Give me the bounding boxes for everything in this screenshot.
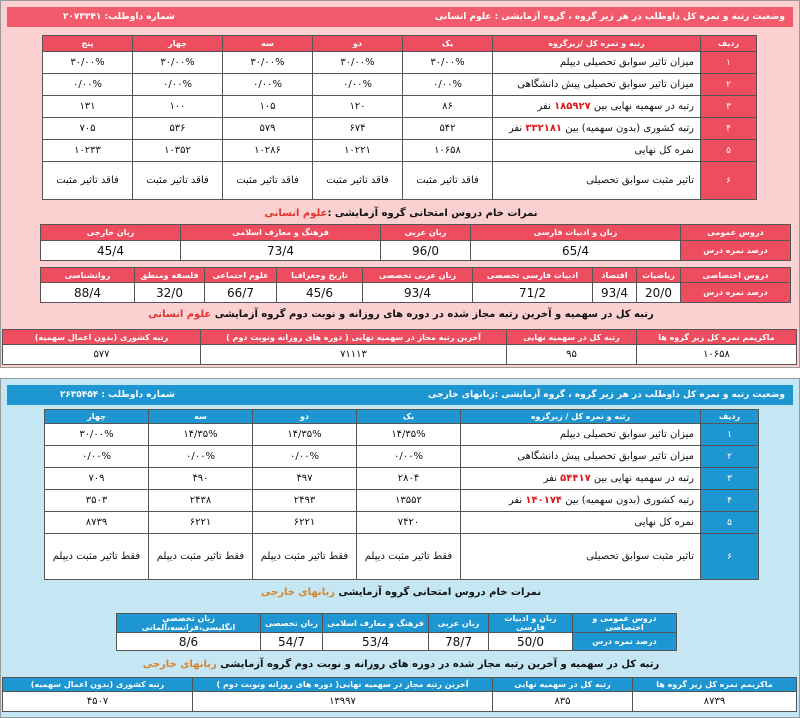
col-header: چهار [133, 36, 223, 52]
row-label [493, 118, 701, 140]
table-row [43, 140, 757, 162]
courses-table [116, 613, 677, 651]
col-header: ریاضیات [637, 268, 681, 283]
col-header: آخرین رتبه مجاز در سهمیه نهایی ( دوره های روزانه ونوبت دوم ) [201, 330, 507, 345]
cell: ۰/۰۰% [149, 446, 253, 468]
col-header: علوم اجتماعی [205, 268, 277, 283]
cell: فاقد تاثیر مثبت [133, 162, 223, 200]
score-cell: 53/4 [323, 633, 429, 651]
cell: ۱۰۵ [223, 96, 313, 118]
caption-group: زبانهای خارجی [260, 587, 335, 598]
caption-group: علوم انسانی [148, 309, 212, 320]
col-header: رتبه کل در سهمیه نهایی [493, 678, 633, 692]
candidate-number: شماره داوطلب: ۲۰۷۳۳۴۱ [7, 7, 183, 27]
caption-text: رتبه کل در سهمیه و آخرین رتبه مجاز شده در دوره های روزانه و نوبت دوم گروه آزمایشی [220, 659, 660, 670]
row-label: میزان تاثیر سوابق تحصیلی پیش دانشگاهی [461, 446, 701, 468]
row-label [493, 96, 701, 118]
table-row [45, 424, 759, 446]
score-cell: 66/7 [205, 283, 277, 303]
cell: ۶۷۴ [313, 118, 403, 140]
final-rank-table [2, 677, 797, 712]
col-header: ردیف [701, 36, 757, 52]
final-rank-caption [1, 309, 800, 320]
panel-title: وضعیت رتبه و نمره کل داوطلب در هر زیر گروه ، گروه آزمایشی :زبانهای خارجی [183, 385, 793, 405]
row-number: ۳ [701, 468, 759, 490]
table-row [45, 446, 759, 468]
general-courses-table [40, 224, 791, 261]
col-header: زبان عربی [429, 614, 489, 633]
cell: ۱۰۲۳۳ [43, 140, 133, 162]
cell: ۱۰۳۵۲ [133, 140, 223, 162]
label-text: رتبه در سهمیه نهایی بین [593, 473, 694, 484]
row-number: ۳ [701, 96, 757, 118]
col-header: زبان تخصصی [261, 614, 323, 633]
highlight-count: ۱۸۵۹۲۷ [554, 101, 591, 112]
cell: ۳۰/۰۰% [45, 424, 149, 446]
score-cell: 71/2 [473, 283, 593, 303]
row-label: میزان تاثیر سوابق تحصیلی دیپلم [461, 424, 701, 446]
final-rank-table [2, 329, 797, 365]
score-cell: 50/0 [489, 633, 573, 651]
cell: ۵۳۶ [133, 118, 223, 140]
label-text: رتبه کشوری (بدون سهمیه) بین [565, 123, 694, 134]
cell: ۱۰۲۲۱ [313, 140, 403, 162]
cell: ۵۷۹ [223, 118, 313, 140]
row-number: ۱ [701, 424, 759, 446]
row-label: تاثیر مثبت سوابق تحصیلی [493, 162, 701, 200]
score-cell: 88/4 [41, 283, 135, 303]
col-header: یک [403, 36, 493, 52]
score-cell: 96/0 [381, 241, 471, 261]
row-label: نمره کل نهایی [461, 512, 701, 534]
col-header: رتبه کشوری (بدون اعمال سهمیه) [3, 330, 201, 345]
row-label: میزان تاثیر سوابق تحصیلی دیپلم [493, 52, 701, 74]
cell: ۴۹۷ [253, 468, 357, 490]
col-header: زبان و ادبیات فارسی [489, 614, 573, 633]
percent-label: درصد نمره درس [681, 241, 791, 261]
col-header: اقتصاد [593, 268, 637, 283]
specialized-courses-label: دروس اختصاصی [681, 268, 791, 283]
score-cell: 32/0 [135, 283, 205, 303]
col-header: ماکزیمم نمره کل زیر گروه ها [637, 330, 797, 345]
score-cell: 20/0 [637, 283, 681, 303]
score-cell: 93/4 [363, 283, 473, 303]
cell: فاقد تاثیر مثبت [223, 162, 313, 200]
percent-label: درصد نمره درس [573, 633, 677, 651]
cell: فاقد تاثیر مثبت [43, 162, 133, 200]
row-number: ۵ [701, 512, 759, 534]
row-number: ۴ [701, 490, 759, 512]
row-number: ۲ [701, 446, 759, 468]
cell: ۰/۰۰% [223, 74, 313, 96]
cell: ۱۰۲۸۶ [223, 140, 313, 162]
col-header: پنج [43, 36, 133, 52]
cell: ۹۵ [507, 345, 637, 365]
table-row [45, 512, 759, 534]
cell: ۳۵۰۳ [45, 490, 149, 512]
cell: ۰/۰۰% [45, 446, 149, 468]
col-header: روانشناسی [41, 268, 135, 283]
score-cell: 73/4 [181, 241, 381, 261]
rank-table [42, 35, 757, 200]
cell: ۲۴۹۳ [253, 490, 357, 512]
cell: ۸۳۵ [493, 692, 633, 712]
cell: ۲۴۳۸ [149, 490, 253, 512]
caption-group: زبانهای خارجی [142, 659, 217, 670]
col-header: دو [313, 36, 403, 52]
col-header: رتبه کشوری (بدون اعمال سهمیه) [3, 678, 193, 692]
score-cell: 65/4 [471, 241, 681, 261]
table-row [45, 534, 759, 580]
percent-label: درصد نمره درس [681, 283, 791, 303]
cell: ۱۳۹۹۷ [193, 692, 493, 712]
cell: ۱۲۰ [313, 96, 403, 118]
final-rank-caption [1, 659, 800, 670]
col-header: رتبه و نمره کل /زیرگروه [493, 36, 701, 52]
label-unit: نفر [537, 101, 551, 112]
col-header: تاریخ وجغرافیا [277, 268, 363, 283]
score-cell: 8/6 [117, 633, 261, 651]
cell: ۰/۰۰% [43, 74, 133, 96]
cell: فقط تاثیر مثبت دیپلم [45, 534, 149, 580]
score-cell: 93/4 [593, 283, 637, 303]
score-cell: 45/6 [277, 283, 363, 303]
table-row [43, 52, 757, 74]
cell: ۱۴/۳۵% [253, 424, 357, 446]
report-panel-foreign-languages [0, 378, 800, 718]
raw-scores-caption [1, 587, 800, 598]
cell: ۱۰۰ [133, 96, 223, 118]
label-unit: نفر [508, 495, 523, 506]
cell: ۷۰۵ [43, 118, 133, 140]
table-row [43, 162, 757, 200]
col-header: سه [149, 410, 253, 424]
row-label [461, 468, 701, 490]
score-cell: 78/7 [429, 633, 489, 651]
cell: ۱۰۶۵۸ [403, 140, 493, 162]
row-number: ۶ [701, 162, 757, 200]
cell: ۱۴/۳۵% [357, 424, 461, 446]
col-header: یک [357, 410, 461, 424]
cell: ۳۰/۰۰% [133, 52, 223, 74]
score-cell: 45/4 [41, 241, 181, 261]
panel-title: وضعیت رتبه و نمره کل داوطلب در هر زیر گروه ، گروه آزمایشی : علوم انسانی [183, 7, 793, 27]
highlight-count: ۳۳۲۱۸۱ [525, 123, 563, 134]
cell: ۱۴/۳۵% [149, 424, 253, 446]
caption-text: نمرات خام دروس امتحانی گروه آزمایشی [338, 587, 542, 598]
row-number: ۲ [701, 74, 757, 96]
cell: فاقد تاثیر مثبت [313, 162, 403, 200]
candidate-number: شماره داوطلب : ۲۶۳۵۴۵۴ [7, 385, 183, 405]
cell: فقط تاثیر مثبت دیپلم [149, 534, 253, 580]
label-unit: نفر [508, 123, 523, 134]
row-label: تاثیر مثبت سوابق تحصیلی [461, 534, 701, 580]
cell: ۷۰۹ [45, 468, 149, 490]
caption-text: نمرات خام دروس امتحانی گروه آزمایشی : [327, 208, 538, 219]
cell: ۸۷۳۹ [633, 692, 797, 712]
caption-group: علوم انسانی [264, 208, 328, 219]
col-header: زبان عربی تخصصی [363, 268, 473, 283]
col-header: ادبیات فارسی تخصصی [473, 268, 593, 283]
general-courses-label: دروس عمومی [681, 225, 791, 241]
col-header: رتبه کل در سهمیه نهایی [507, 330, 637, 345]
col-header: فلسفه ومنطق [135, 268, 205, 283]
label-unit: نفر [543, 473, 557, 484]
table-row [45, 468, 759, 490]
row-number: ۱ [701, 52, 757, 74]
cell: ۴۹۰ [149, 468, 253, 490]
highlight-count: ۱۴۰۱۷۴ [525, 495, 563, 506]
row-label: نمره کل نهایی [493, 140, 701, 162]
col-header: آخرین رتبه مجاز در سهمیه نهایی( دوره های روزانه ونوبت دوم ) [193, 678, 493, 692]
cell: فاقد تاثیر مثبت [403, 162, 493, 200]
raw-scores-caption [1, 208, 800, 219]
cell: ۲۸۰۴ [357, 468, 461, 490]
cell: فقط تاثیر مثبت دیپلم [253, 534, 357, 580]
cell: ۶۲۲۱ [253, 512, 357, 534]
row-label: میزان تاثیر سوابق تحصیلی پیش دانشگاهی [493, 74, 701, 96]
col-header: ماکزیمم نمره کل زیر گروه ها [633, 678, 797, 692]
score-cell: 54/7 [261, 633, 323, 651]
col-header: زبان عربی [381, 225, 471, 241]
cell: ۰/۰۰% [313, 74, 403, 96]
col-header: زبان خارجی [41, 225, 181, 241]
cell: ۰/۰۰% [253, 446, 357, 468]
cell: ۰/۰۰% [133, 74, 223, 96]
row-number: ۴ [701, 118, 757, 140]
cell: ۴۵۰۷ [3, 692, 193, 712]
col-header: ردیف [701, 410, 759, 424]
cell: ۵۴۲ [403, 118, 493, 140]
row-label [461, 490, 701, 512]
cell: ۷۴۲۰ [357, 512, 461, 534]
col-header: فرهنگ و معارف اسلامی [181, 225, 381, 241]
cell: ۱۰۶۵۸ [637, 345, 797, 365]
specialized-courses-table [40, 267, 791, 303]
cell: ۷۱۱۱۳ [201, 345, 507, 365]
table-row [43, 74, 757, 96]
highlight-count: ۵۴۴۱۷ [560, 473, 591, 484]
cell: ۳۰/۰۰% [223, 52, 313, 74]
col-header: سه [223, 36, 313, 52]
row-number: ۶ [701, 534, 759, 580]
rank-table [44, 409, 759, 580]
label-text: رتبه کشوری (بدون سهمیه) بین [565, 495, 694, 506]
label-text: رتبه در سهمیه نهایی بین [593, 101, 694, 112]
cell: ۰/۰۰% [403, 74, 493, 96]
cell: ۱۳۵۵۲ [357, 490, 461, 512]
col-header: فرهنگ و معارف اسلامی [323, 614, 429, 633]
cell: ۸۶ [403, 96, 493, 118]
cell: ۳۰/۰۰% [403, 52, 493, 74]
table-row [43, 96, 757, 118]
courses-label: دروس عمومی و اختصاصی [573, 614, 677, 633]
cell: فقط تاثیر مثبت دیپلم [357, 534, 461, 580]
cell: ۱۳۱ [43, 96, 133, 118]
col-header: زبان تخصصی انگلیسی،فرانسه،آلمانی [117, 614, 261, 633]
cell: ۵۷۷ [3, 345, 201, 365]
cell: ۳۰/۰۰% [43, 52, 133, 74]
table-row [43, 118, 757, 140]
cell: ۸۷۳۹ [45, 512, 149, 534]
row-number: ۵ [701, 140, 757, 162]
col-header: چهار [45, 410, 149, 424]
caption-text: رتبه کل در سهمیه و آخرین رتبه مجاز شده در دوره های روزانه و نوبت دوم گروه آزمایشی [214, 309, 654, 320]
col-header: رتبه و نمره کل / زیرگروه [461, 410, 701, 424]
cell: ۰/۰۰% [357, 446, 461, 468]
cell: ۳۰/۰۰% [313, 52, 403, 74]
col-header: دو [253, 410, 357, 424]
col-header: زبان و ادبیات فارسی [471, 225, 681, 241]
table-row [45, 490, 759, 512]
cell: ۶۲۲۱ [149, 512, 253, 534]
